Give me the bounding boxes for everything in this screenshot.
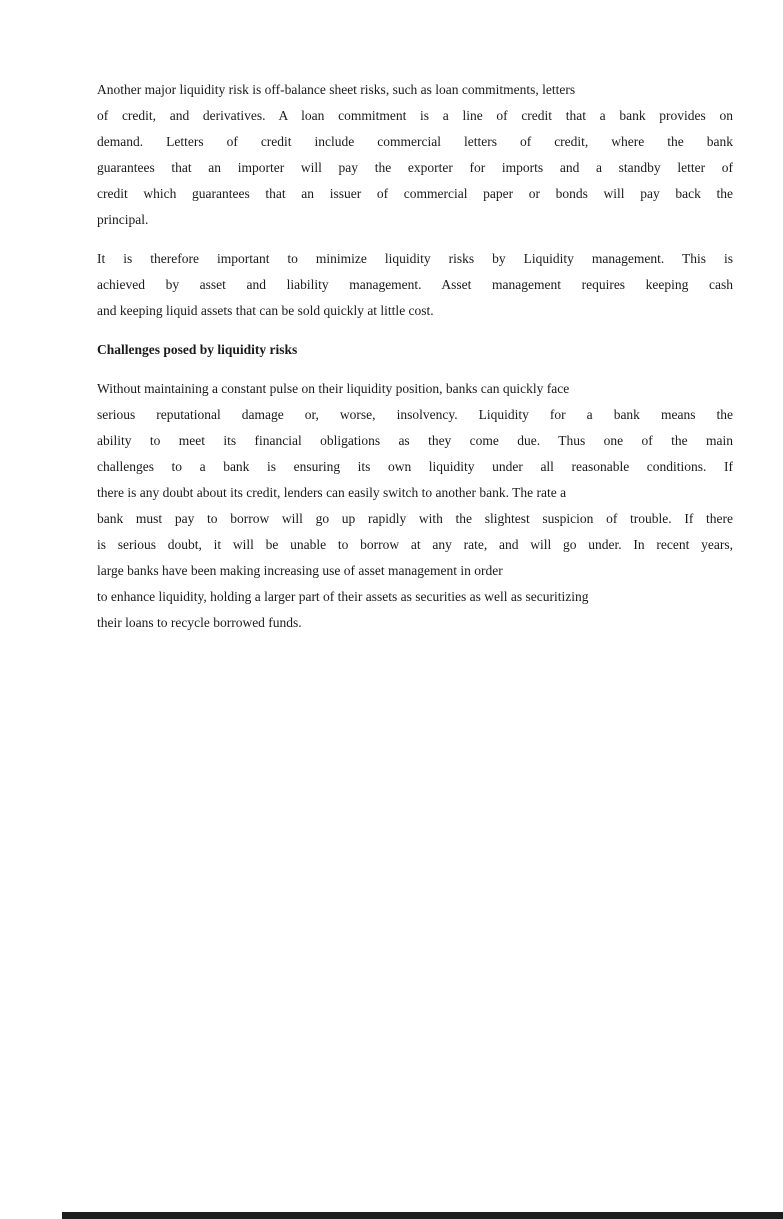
text-line: to enhance liquidity, holding a larger part of their assets as securities as well as securitizing [97,589,589,604]
text-line: achieved by asset and liability management. Asset management requires keeping cash [97,277,733,292]
paragraph-liquidity-offbalance [97,77,733,233]
text-line: there is any doubt about its credit, lenders can easily switch to another bank. The rate a [97,485,567,500]
document-text-block [97,77,733,649]
section-heading: Challenges posed by liquidity risks [97,342,298,357]
text-line: Without maintaining a constant pulse on their liquidity position, banks can quickly face [97,381,570,396]
text-line: credit which guarantees that an issuer of commercial paper or bonds will pay back the [97,186,733,201]
text-line: It is therefore important to minimize liquidity risks by Liquidity management. This is [97,251,733,266]
paragraph-liquidity-management [97,246,733,324]
bottom-edge [62,1212,783,1219]
text-line: challenges to a bank is ensuring its own liquidity under all reasonable conditions. If [97,459,733,474]
text-line: bank must pay to borrow will go up rapidly with the slightest suspicion of trouble. If there [97,511,733,526]
text-line: is serious doubt, it will be unable to borrow at any rate, and will go under. In recent years, [97,537,733,552]
text-line: demand. Letters of credit include commercial letters of credit, where the bank [97,134,733,149]
text-line: large banks have been making increasing use of asset management in order [97,563,503,578]
text-line: serious reputational damage or, worse, insolvency. Liquidity for a bank means the [97,407,733,422]
text-line: guarantees that an importer will pay the exporter for imports and a standby letter of [97,160,733,175]
text-line: ability to meet its financial obligations as they come due. Thus one of the main [97,433,733,448]
text-line: principal. [97,212,149,227]
paragraph-challenges [97,376,733,636]
text-line: and keeping liquid assets that can be sold quickly at little cost. [97,303,434,318]
text-line: their loans to recycle borrowed funds. [97,615,302,630]
text-line: of credit, and derivatives. A loan commitment is a line of credit that a bank provides on [97,108,733,123]
text-line: Another major liquidity risk is off-balance sheet risks, such as loan commitments, letters [97,82,576,97]
